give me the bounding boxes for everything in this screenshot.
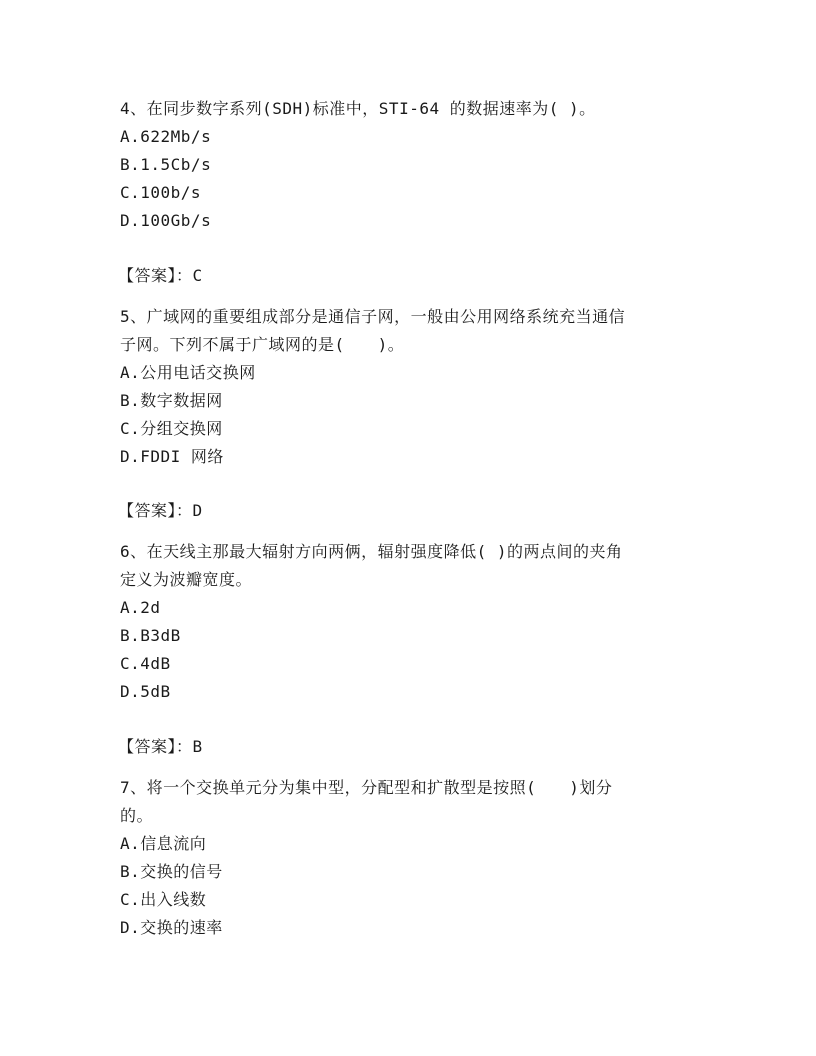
question-stem: 定义为波瓣宽度。 bbox=[120, 570, 253, 589]
question-stem: 的。 bbox=[120, 806, 154, 825]
question-stem: 子网。下列不属于广域网的是( )。 bbox=[120, 335, 405, 354]
option-a: A.622Mb/s bbox=[120, 127, 212, 146]
question-6 bbox=[120, 538, 700, 706]
answer-5: 【答案】：D bbox=[118, 501, 203, 520]
option-b: B.数字数据网 bbox=[120, 391, 223, 410]
option-d: D.交换的速率 bbox=[120, 918, 223, 937]
answer-4: 【答案】：C bbox=[118, 266, 203, 285]
option-a: A.信息流向 bbox=[120, 834, 207, 853]
option-b: B.B3dB bbox=[120, 626, 181, 645]
option-c: C.4dB bbox=[120, 654, 171, 673]
question-stem: 7、将一个交换单元分为集中型，分配型和扩散型是按照( )划分 bbox=[120, 778, 613, 797]
answer-6: 【答案】：B bbox=[118, 737, 203, 756]
question-4 bbox=[120, 95, 700, 235]
option-a: A.公用电话交换网 bbox=[120, 363, 256, 382]
option-d: D.100Gb/s bbox=[120, 211, 212, 230]
option-c: C.100b/s bbox=[120, 183, 202, 202]
question-5 bbox=[120, 303, 700, 471]
option-b: B.1.5Cb/s bbox=[120, 155, 212, 174]
option-d: D.5dB bbox=[120, 682, 171, 701]
question-stem: 6、在天线主那最大辐射方向两俩，辐射强度降低( )的两点间的夹角 bbox=[120, 542, 623, 561]
question-7 bbox=[120, 774, 700, 942]
option-c: C.分组交换网 bbox=[120, 419, 223, 438]
option-d: D.FDDI 网络 bbox=[120, 447, 224, 466]
option-b: B.交换的信号 bbox=[120, 862, 223, 881]
question-stem: 4、在同步数字系列(SDH)标准中，STI-64 的数据速率为( )。 bbox=[120, 99, 596, 118]
question-stem: 5、广域网的重要组成部分是通信子网，一般由公用网络系统充当通信 bbox=[120, 307, 626, 326]
option-a: A.2d bbox=[120, 598, 161, 617]
option-c: C.出入线数 bbox=[120, 890, 207, 909]
